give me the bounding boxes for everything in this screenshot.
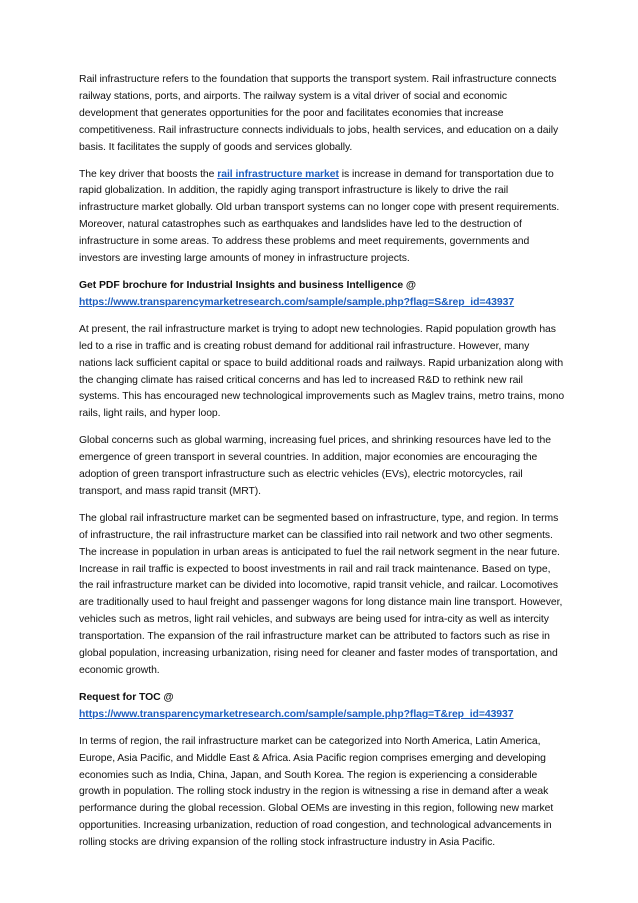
paragraph-key-driver-text-start: The key driver that boosts the bbox=[79, 168, 218, 180]
toc-link[interactable]: https://www.transparencymarketresearch.com/sample/sample.php?flag=T&rep_id=43937 bbox=[79, 708, 514, 720]
document-page bbox=[79, 72, 565, 862]
rail-infrastructure-market-link[interactable]: rail infrastructure market bbox=[217, 168, 339, 180]
paragraph-segmentation: The global rail infrastructure market can be segmented based on infrastructure, type, and region. In terms of infrastructure, the rail infrastructure market can be classified into rail network and two other segments. The increase in population in urban areas is anticipated to fuel the rail network segment in the near future. Increase in rail traffic is expected to boost investments in rail and rail track maintenance. Based on type, the rail infrastructure market can be divided into locomotive, rapid transit vehicle, and railcar. Locomotives are traditionally used to haul freight and passenger wagons for long distance main line transport. However, vehicles such as metros, light rail vehicles, and subways are being used for intra-city as well as intercity transportation. The expansion of the rail infrastructure market can be attributed to factors such as rise in global population, increasing urbanization, rising need for cleaner and faster modes of transportation, and economic growth. bbox=[79, 512, 563, 676]
toc-heading: Request for TOC @ bbox=[79, 691, 174, 703]
brochure-heading: Get PDF brochure for Industrial Insights and business Intelligence @ bbox=[79, 279, 416, 291]
paragraph-intro: Rail infrastructure refers to the foundation that supports the transport system. Rail infrastructure connects railway stations, ports, and airports. The railway system is a vital driver of social and economic development that generates opportunities for the poor and facilitates economies that increase competitiveness. Rail infrastructure connects individuals to jobs, health services, and education on a daily basis. It facilitates the supply of goods and services globally. bbox=[79, 74, 559, 153]
paragraph-region: In terms of region, the rail infrastructure market can be categorized into North America, Latin America, Europe, Asia Pacific, and Middle East & Africa. Asia Pacific region comprises emerging and developing economies such as India, China, Japan, and South Korea. The region is experiencing a considerable growth in population. The rolling stock industry in the region is witnessing a rise in demand after a weak performance during the global recession. Global OEMs are investing in this region, following new market opportunities. Increasing urbanization, reduction of road congestion, and technological advancements in rolling stocks are driving expansion of the rolling stock infrastructure industry in Asia Pacific. bbox=[79, 735, 554, 849]
paragraph-green-transport: Global concerns such as global warming, increasing fuel prices, and shrinking resources have led to the emergence of green transport in several countries. In addition, major economies are encouraging the adoption of green transport infrastructure such as electric vehicles (EVs), electric motorcycles, rail transport, and mass rapid transit (MRT). bbox=[79, 435, 551, 497]
brochure-link[interactable]: https://www.transparencymarketresearch.com/sample/sample.php?flag=S&rep_id=43937 bbox=[79, 296, 515, 308]
paragraph-key-driver bbox=[79, 167, 565, 268]
paragraph-technologies: At present, the rail infrastructure market is trying to adopt new technologies. Rapid population growth has led to a rise in traffic and is creating robust demand for additional rail infrastructure. However, many nations lack sufficient capital or space to build additional roads and railways. Rapid urbanization along with the changing climate has raised critical concerns and has led to increased R&D to rethink new rail systems. This has encouraged new technological improvements such as Maglev trains, metro trains, mono rails, light rails, and hyper loop. bbox=[79, 323, 565, 420]
brochure-section bbox=[79, 278, 565, 312]
toc-section bbox=[79, 690, 565, 724]
paragraph-key-driver-text-end: is increase in demand for transportation due to rapid globalization. In addition, the rapidly aging transport infrastructure is likely to drive the rail infrastructure market globally. Old urban transport systems can no longer cope with present requirements. Moreover, natural catastrophes such as earthquakes and landslides have led to the destruction of infrastructure in some areas. To address these problems and meet requirements, governments and investors are investing large amounts of money in infrastructure projects. bbox=[79, 168, 560, 265]
